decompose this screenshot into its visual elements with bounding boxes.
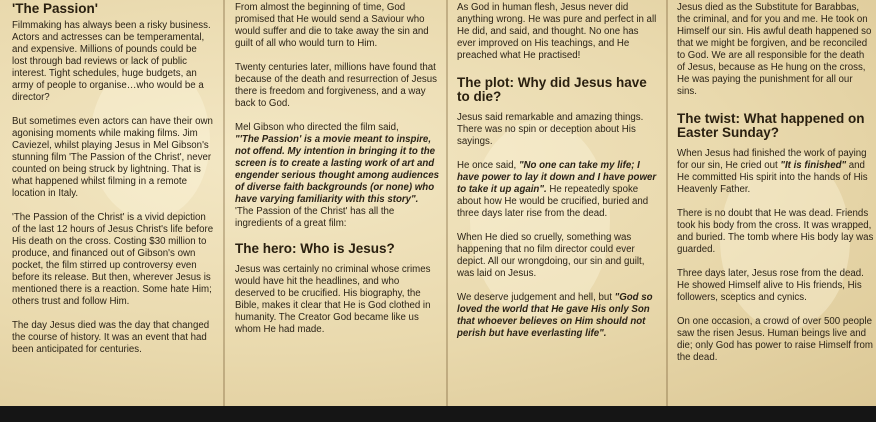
finished-quote: "It is finished" [780,160,847,171]
column-2 [227,0,445,406]
heading-the-passion: 'The Passion' [12,1,98,16]
paragraph [677,148,874,196]
text: He once said, [457,160,519,171]
paragraph: From almost the beginning of time, God promised that He would send a Saviour who would suffer and die to take away the sin and guilt of all who would turn to Him. [235,2,429,49]
paragraph: There is no doubt that He was dead. Friends took his body from the cross. It was wrapped, and buried. The tomb where His body lay was guarded. [677,208,874,255]
column-4 [669,0,876,406]
paragraph [235,122,439,230]
gibson-quote: "'The Passion' is a movie meant to inspire, not offend. My intention in bringing it to the screen is to create a lasting work of art and engender serious thought among audiences of diverse faith backgrounds (or none) who have varying familiarity with this story". [235,134,440,205]
heading-the-plot: The plot: Why did Jesus have to die? [457,75,647,104]
heading-the-hero: The hero: Who is Jesus? [235,241,395,256]
column-1 [4,0,220,406]
paragraph: On one occasion, a crowd of over 500 people saw the risen Jesus. Human beings live and die; only God has power to raise Himself from the dead. [677,316,873,363]
text: He repeatedly spoke about how He would be crucified, buried and three days later rise from the dead. [457,184,649,219]
text: and He committed His spirit into the hands of His Heavenly Father. [677,160,868,195]
paragraph: 'The Passion of the Christ' is a vivid depiction of the last 12 hours of Jesus Christ's life before His death on the cross. Costing $30 million to produce, and financed out of Gibson's own pocket, the film stirred up controversy even before its release. But then, wherever Jesus is mentioned there is a reaction. Some hate Him; others trust and follow Him. [12,212,214,307]
paragraph: Filmmaking has always been a risky business. Actors and actresses can be temperamental, and expensive. Millions of pounds could be lost through bad reviews or lack of public interest. Tight schedules, huge budgets, an army of people to organise…who would be a director? [12,20,211,103]
paragraph [457,292,659,340]
paragraph: As God in human flesh, Jesus never did anything wrong. He was pure and perfect in all He did, and said, and thought. No one has ever improved on His teachings, and He preached what He practised! [457,2,657,61]
fold-line [666,0,668,406]
paragraph: Jesus died as the Substitute for Barabbas, the criminal, and for you and me. He took on Himself our sin. His awful death happened so that we might be forgiven, and be reconciled to God. We are all responsible for the death of Jesus, because as He hung on the cross, He was paying the punishment for all our sins. [677,2,872,97]
paragraph: The day Jesus died was the day that changed the course of history. It was an event that had been anticipated for centuries. [12,320,210,355]
paragraph: Three days later, Jesus rose from the dead. He showed Himself alive to His friends, His followers, sceptics and cynics. [677,268,864,303]
column-3 [449,0,665,406]
paragraph: Jesus said remarkable and amazing things. There was no spin or deception about His sayings. [457,112,644,147]
text: 'The Passion of the Christ' has all the ingredients of a great film: [235,206,395,229]
paragraph: Twenty centuries later, millions have found that because of the death and resurrection of Jesus there is freedom and forgiveness, and a way back to God. [235,62,437,109]
heading-the-twist: The twist: What happened on Easter Sunday? [677,111,865,140]
text: Mel Gibson who directed the film said, [235,122,399,133]
jesus-quote: "No one can take my life; I have power to lay it down and I have power to take it up again". [457,160,657,195]
paragraph: When He died so cruelly, something was happening that no film director could ever depict. All our wrongdoing, our sin and guilt, was laid on Jesus. [457,232,645,279]
text: We deserve judgement and hell, but [457,292,615,303]
fold-line [446,0,448,406]
text: When Jesus had finished the work of paying for our sin, He cried out [677,148,867,171]
fold-line [223,0,225,406]
bottom-strip [0,406,876,422]
paragraph [457,160,659,220]
paragraph: But sometimes even actors can have their own agonising moments while making films. Jim Caviezel, whilst playing Jesus in Mel Gibson's stunning film 'The Passion of the Christ', never counted on being struck by lightning. That is what happened whilst filming in a remote location in Italy. [12,116,213,199]
paragraph: Jesus was certainly no criminal whose crimes would have hit the headlines, and who deserved to be crucified. His biography, the Bible, makes it clear that He is God clothed in humanity. The Creator God became like us whom He had made. [235,264,431,335]
john-quote: "God so loved the world that He gave His only Son that whoever believes on Him should not perish but have everlasting life". [457,292,653,339]
